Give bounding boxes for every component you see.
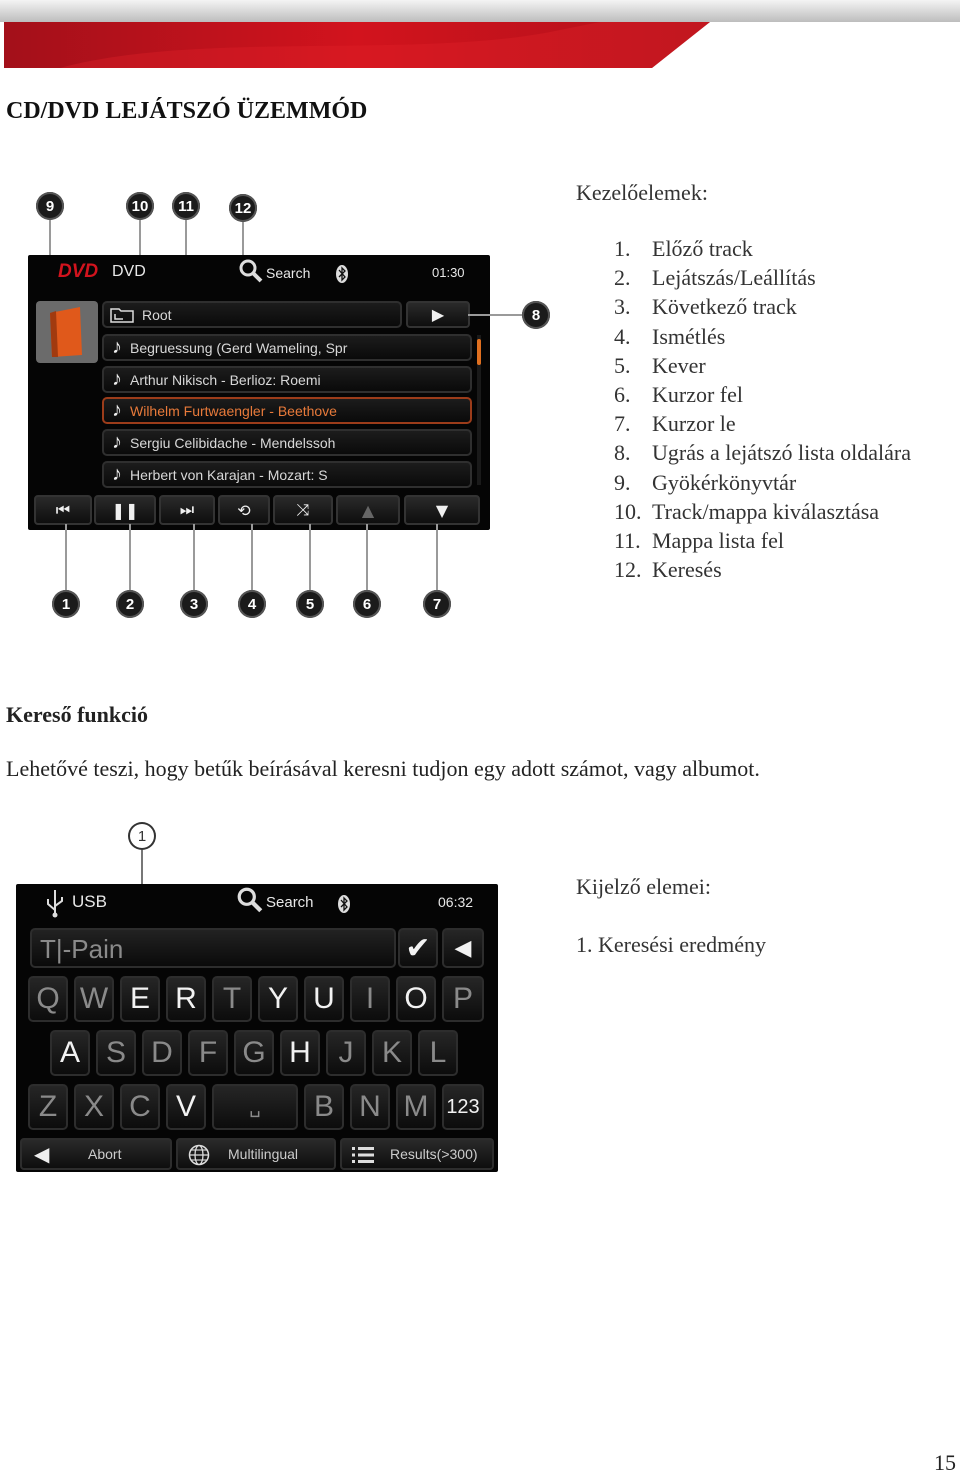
track-name: Herbert von Karajan - Mozart: S [130, 466, 328, 483]
callout-10: 10 [126, 192, 154, 220]
key-s[interactable]: S [96, 1030, 136, 1076]
page-title: CD/DVD LEJÁTSZÓ ÜZEMMÓD [6, 98, 368, 124]
track-name: Begruessung (Gerd Wameling, Spr [130, 339, 348, 356]
list-item: 11. Mappa lista fel [614, 527, 784, 553]
key-m[interactable]: M [396, 1084, 436, 1130]
track-row-selected[interactable] [102, 397, 472, 424]
scrollbar-thumb[interactable] [477, 339, 481, 365]
scrollbar[interactable] [477, 335, 481, 485]
list-item: 1. Előző track [614, 236, 753, 261]
clock: 06:32 [438, 894, 474, 910]
key-g[interactable]: G [234, 1030, 274, 1076]
abort-button[interactable] [20, 1138, 172, 1170]
leader-line [366, 524, 368, 590]
search-label: Search [266, 265, 311, 281]
callout-6: 6 [353, 590, 381, 618]
leader-line [436, 524, 438, 590]
cursor-up-button[interactable] [336, 495, 400, 525]
search-button[interactable] [238, 258, 311, 289]
space-key[interactable]: ␣ [212, 1084, 298, 1130]
callout-12: 12 [229, 194, 257, 222]
track-row[interactable] [102, 334, 472, 361]
shuffle-icon: ⤨ [296, 500, 310, 519]
key-w[interactable]: W [74, 976, 114, 1022]
key-n[interactable]: N [350, 1084, 390, 1130]
callout-5: 5 [296, 590, 324, 618]
callout-1: 1 [52, 590, 80, 618]
back-arrow-icon: ◀ [34, 1142, 50, 1166]
section-description: Lehetővé teszi, hogy betűk beírásával keresni tudjon egy adott számot, vagy albumot. [6, 756, 760, 781]
key-r[interactable]: R [166, 976, 206, 1022]
list-item: 3. Következő track [614, 294, 797, 320]
multilingual-label: Multilingual [228, 1146, 299, 1162]
usb-search-screen [16, 884, 498, 1172]
next-track-icon: ⏭ [179, 500, 195, 519]
music-note-icon: ♪ [112, 431, 122, 453]
source-label: USB [72, 892, 107, 911]
controls-list [614, 234, 911, 584]
cursor-down-icon: ▼ [435, 500, 449, 520]
controls-heading: Kezelőelemek: [576, 180, 708, 205]
display-heading: Kijelző elemei: [576, 874, 711, 899]
multilingual-button[interactable] [176, 1138, 336, 1170]
search-result-text: T|-Pain [40, 934, 124, 964]
repeat-icon: ⟲ [237, 500, 251, 520]
track-row[interactable] [102, 461, 472, 488]
previous-track-button[interactable] [34, 495, 92, 525]
backspace-button[interactable] [442, 928, 484, 968]
key-y[interactable]: Y [258, 976, 298, 1022]
callout-8: 8 [522, 301, 550, 329]
callout-4: 4 [238, 590, 266, 618]
cursor-down-button[interactable] [404, 495, 480, 525]
leader-line [309, 524, 311, 590]
results-label: Results(>300) [390, 1146, 478, 1162]
key-d[interactable]: D [142, 1030, 182, 1076]
dvd-logo-icon: DVD [58, 261, 99, 282]
numbers-key[interactable]: 123 [442, 1084, 484, 1130]
key-x[interactable]: X [74, 1084, 114, 1130]
shuffle-button[interactable] [273, 495, 333, 525]
next-track-button[interactable] [159, 495, 215, 525]
key-u[interactable]: U [304, 976, 344, 1022]
globe-icon [188, 1144, 210, 1166]
root-folder-button[interactable] [102, 301, 402, 328]
track-row[interactable] [102, 366, 472, 393]
jump-to-playlist-button[interactable] [406, 301, 470, 328]
callout-11: 11 [172, 192, 200, 220]
track-name: Arthur Nikisch - Berlioz: Roemi [130, 371, 321, 388]
key-a[interactable]: A [50, 1030, 90, 1076]
pause-icon: ❚❚ [111, 500, 139, 520]
section-heading: Kereső funkció [6, 702, 148, 727]
folder-icon [108, 305, 138, 325]
key-k[interactable]: K [372, 1030, 412, 1076]
callout-1: 1 [128, 822, 156, 850]
leader-line [193, 524, 195, 590]
search-icon [236, 886, 264, 914]
leader-line [65, 524, 67, 590]
bluetooth-icon [336, 265, 348, 283]
album-art [36, 301, 98, 363]
key-f[interactable]: F [188, 1030, 228, 1076]
leader-line [129, 524, 131, 590]
list-item: 12. Keresés [614, 557, 722, 583]
previous-track-icon: ⏮ [55, 500, 71, 519]
repeat-button[interactable] [218, 495, 270, 525]
list-item [576, 932, 766, 958]
callout-9: 9 [36, 192, 64, 220]
list-item: 6. Kurzor fel [614, 381, 744, 407]
key-v[interactable]: V [166, 1084, 206, 1130]
key-j[interactable]: J [326, 1030, 366, 1076]
play-pause-button[interactable] [94, 495, 156, 525]
key-z[interactable]: Z [28, 1084, 68, 1130]
header-banner [0, 0, 960, 70]
key-l[interactable]: L [418, 1030, 458, 1076]
play-icon: ▶ [431, 305, 445, 324]
cursor-up-icon: ▲ [361, 500, 375, 520]
backspace-icon: ◀ [454, 935, 472, 960]
track-row[interactable] [102, 429, 472, 456]
key-o[interactable]: O [396, 976, 436, 1022]
key-p[interactable]: P [442, 976, 484, 1022]
key-q[interactable]: Q [28, 976, 68, 1022]
leader-line [251, 524, 253, 590]
abort-label: Abort [88, 1146, 122, 1162]
key-c[interactable]: C [120, 1084, 160, 1130]
callout-7: 7 [423, 590, 451, 618]
usb-icon [44, 888, 66, 918]
folder-art-icon [36, 301, 98, 363]
key-h[interactable]: H [280, 1030, 320, 1076]
list-item: 2. Lejátszás/Leállítás [614, 265, 816, 291]
leader-line [468, 314, 524, 316]
confirm-button[interactable] [398, 928, 438, 968]
list-item: 10. Track/mappa kiválasztása [614, 498, 880, 524]
key-i[interactable]: I [350, 976, 390, 1022]
callout-2: 2 [116, 590, 144, 618]
music-note-icon: ♪ [112, 336, 122, 358]
list-item: 9. Gyökérkönyvtár [614, 469, 797, 495]
search-input[interactable] [30, 928, 396, 968]
list-item: 7. Kurzor le [614, 411, 736, 437]
key-b[interactable]: B [304, 1084, 344, 1130]
results-button[interactable] [340, 1138, 494, 1170]
list-item: 5. Kever [614, 352, 706, 378]
music-note-icon: ♪ [112, 368, 122, 390]
checkmark-icon: ✔ [405, 931, 431, 965]
root-label: Root [142, 306, 172, 323]
item-text: Keresési eredmény [598, 932, 766, 957]
key-e[interactable]: E [120, 976, 160, 1022]
track-name: Wilhelm Furtwaengler - Beethove [130, 402, 337, 419]
bluetooth-icon [338, 895, 350, 913]
clock: 01:30 [432, 265, 465, 280]
item-number: 1. [576, 932, 593, 957]
track-name: Sergiu Celibidache - Mendelssoh [130, 434, 336, 451]
playing-note-icon: ♪ [112, 399, 122, 421]
page-number: 15 [934, 1450, 956, 1475]
search-label: Search [266, 894, 314, 911]
key-t[interactable]: T [212, 976, 252, 1022]
list-item: 8. Ugrás a lejátszó lista oldalára [614, 440, 912, 466]
dvd-screen [28, 255, 490, 530]
source-label: DVD [112, 263, 146, 280]
search-icon [238, 258, 264, 284]
music-note-icon: ♪ [112, 463, 122, 485]
list-item: 4. Ismétlés [614, 323, 726, 349]
list-icon [352, 1146, 374, 1164]
callout-3: 3 [180, 590, 208, 618]
search-button[interactable] [236, 886, 314, 919]
